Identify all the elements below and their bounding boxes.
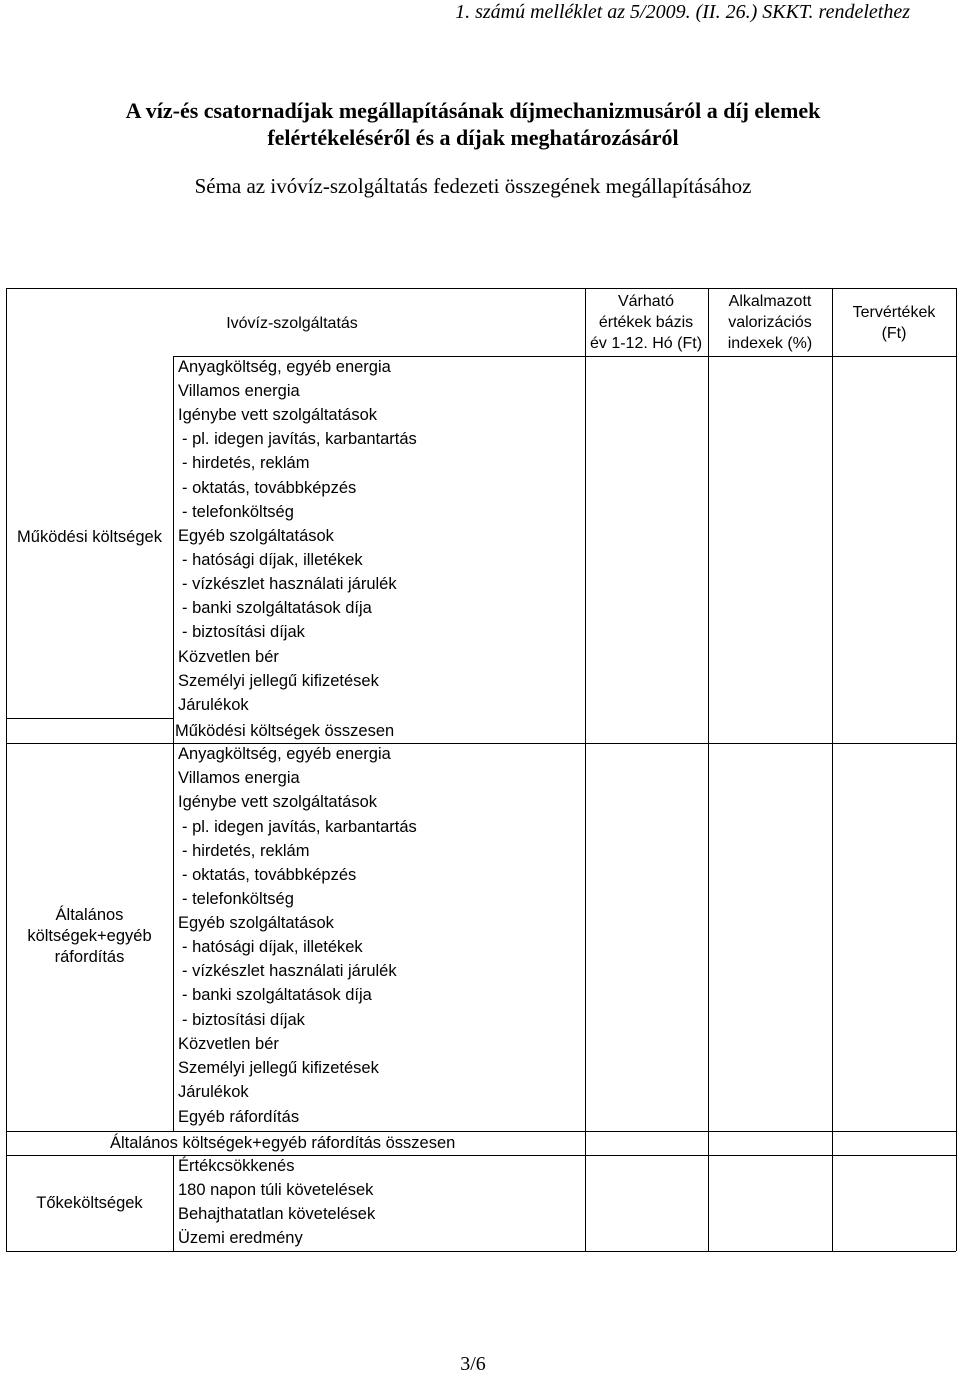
operating-row: Villamos energia (178, 382, 300, 400)
annex-note: 1. számú melléklet az 5/2009. (II. 26.) SKKT. rendelethez (455, 1, 910, 23)
header-plan-line-1: Tervértékek (852, 304, 936, 321)
general-row: - banki szolgáltatások díja (182, 986, 372, 1004)
group-general-line-2: költségek+egyéb (27, 927, 152, 945)
header-base-year (585, 291, 707, 354)
group-operating: Működési költségek (17, 528, 162, 546)
header-index-line-3: indexek (%) (727, 335, 813, 352)
operating-row: - hirdetés, reklám (182, 454, 310, 472)
header-plan (832, 302, 956, 344)
general-row: - vízkészlet használati járulék (182, 962, 397, 980)
operating-row: Igénybe vett szolgáltatások (178, 406, 378, 424)
general-row: Anyagköltség, egyéb energia (178, 745, 391, 763)
table-border-left (6, 288, 7, 1251)
header-index (710, 291, 830, 354)
title-line-2: felértékeléséről és a díjak meghatározásáról (267, 125, 679, 150)
col-line-index (708, 288, 709, 1251)
document-subtitle: Séma az ivóvíz-szolgáltatás fedezeti összegének megállapításához (194, 174, 752, 198)
header-plan-line-2: (Ft) (881, 325, 907, 342)
general-row: Személyi jellegű kifizetések (178, 1059, 379, 1077)
col-line-base (585, 288, 586, 1251)
general-row: Igénybe vett szolgáltatások (178, 793, 378, 811)
section-divider-operating (6, 718, 173, 719)
group-general-line-1: Általános (55, 906, 124, 924)
group-general (6, 905, 173, 968)
operating-row: Járulékok (178, 696, 249, 714)
general-row: - biztosítási díjak (182, 1011, 305, 1029)
col-line-label-capital (173, 1155, 174, 1251)
operating-row: - hatósági díjak, illetékek (182, 551, 363, 569)
table-border-right (956, 288, 957, 1251)
operating-row: Személyi jellegű kifizetések (178, 672, 379, 690)
general-row: Villamos energia (178, 769, 300, 787)
header-index-line-2: valorizációs (728, 314, 812, 331)
operating-row: Közvetlen bér (178, 648, 279, 666)
operating-row: - oktatás, továbbképzés (182, 479, 357, 497)
general-row: Járulékok (178, 1083, 249, 1101)
general-total-row: Általános költségek+egyéb ráfordítás összesen (110, 1134, 456, 1152)
general-row: Egyéb ráfordítás (178, 1108, 300, 1126)
page-number: 3/6 (460, 1353, 486, 1375)
title-line-1: A víz-és csatornadíjak megállapításának díjmechanizmusáról a díj elemek (125, 98, 821, 123)
header-base-line-1: Várható (617, 293, 675, 310)
col-line-plan (832, 288, 833, 1251)
operating-total-divider (6, 743, 956, 744)
general-row: - pl. idegen javítás, karbantartás (182, 818, 417, 836)
section-divider-general (6, 1131, 956, 1132)
group-general-line-3: ráfordítás (54, 948, 125, 966)
capital-row: Behajthatatlan követelések (178, 1205, 376, 1223)
operating-row: - vízkészlet használati járulék (182, 575, 397, 593)
group-capital: Tőkeköltségek (36, 1194, 143, 1212)
operating-row: - banki szolgáltatások díja (182, 599, 372, 617)
general-total-divider (6, 1155, 956, 1156)
general-row: Közvetlen bér (178, 1035, 279, 1053)
general-row: - hatósági díjak, illetékek (182, 938, 363, 956)
header-index-line-1: Alkalmazott (728, 293, 812, 310)
operating-total-row: Működési költségek összesen (175, 722, 395, 740)
operating-row: Egyéb szolgáltatások (178, 527, 334, 545)
general-row: - telefonköltség (182, 890, 294, 908)
header-base-line-3: év 1-12. Hó (Ft) (589, 335, 703, 352)
operating-row: - telefonköltség (182, 503, 294, 521)
capital-row: Üzemi eredmény (178, 1229, 303, 1247)
header-base-line-2: értékek bázis (598, 314, 694, 331)
operating-row: - pl. idegen javítás, karbantartás (182, 430, 417, 448)
capital-row: 180 napon túli követelések (178, 1181, 374, 1199)
capital-row: Értékcsökkenés (178, 1157, 295, 1175)
table-border-top (6, 288, 956, 289)
general-row: - hirdetés, reklám (182, 842, 310, 860)
general-row: Egyéb szolgáltatások (178, 914, 334, 932)
operating-row: Anyagköltség, egyéb energia (178, 358, 391, 376)
table-border-bottom (6, 1251, 956, 1252)
general-row: - oktatás, továbbképzés (182, 866, 357, 884)
operating-row: - biztosítási díjak (182, 623, 305, 641)
header-service: Ivóvíz-szolgáltatás (226, 315, 358, 332)
